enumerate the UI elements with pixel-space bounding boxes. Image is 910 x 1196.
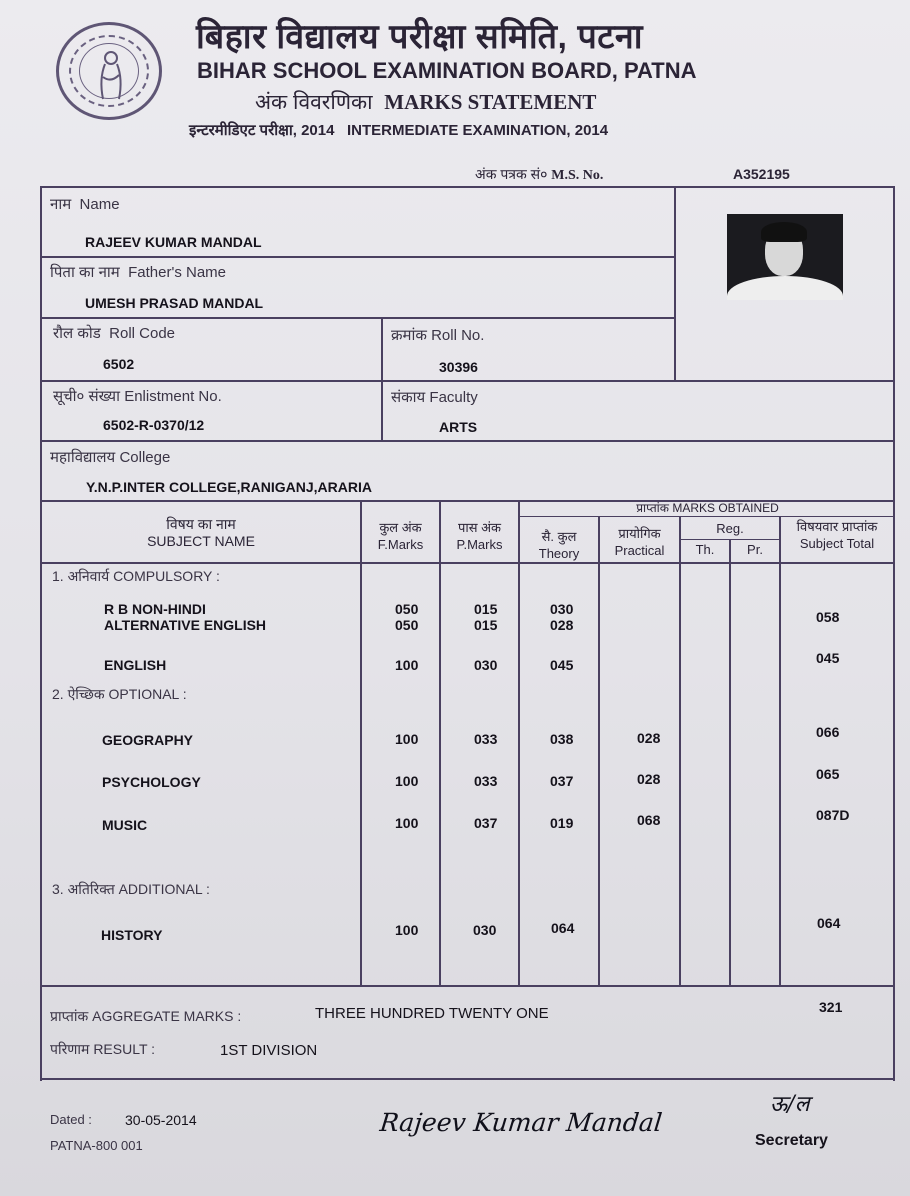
date-value: 30-05-2014	[125, 1112, 197, 1128]
section-additional: 3. अतिरिक्त ADDITIONAL :	[52, 881, 210, 897]
rule	[893, 186, 895, 1081]
header-marks-obtained: प्राप्तांक MARKS OBTAINED	[636, 501, 779, 515]
fmarks: 100	[395, 773, 419, 789]
practical: 028	[637, 771, 661, 787]
subject-name: R B NON-HINDI	[104, 601, 206, 617]
rule	[381, 317, 383, 442]
subject-total: 066	[816, 724, 840, 740]
rule	[40, 562, 895, 564]
rule	[40, 256, 676, 258]
header-reg-pr: Pr.	[747, 542, 763, 557]
roll-code-label: रौल कोड Roll Code	[53, 325, 176, 342]
subject-total: 065	[816, 766, 840, 782]
college-label: महाविद्यालय College	[50, 449, 171, 466]
secretary-label: Secretary	[755, 1132, 828, 1149]
pmarks: 037	[474, 815, 498, 831]
subject-total: 064	[817, 915, 841, 931]
aggregate-words: THREE HUNDRED TWENTY ONE	[315, 1005, 549, 1022]
statement-title-hindi: अंक विवरणिका	[255, 91, 373, 114]
rule	[40, 1078, 895, 1080]
theory: 038	[550, 731, 574, 747]
section-compulsory: 1. अनिवार्य COMPULSORY :	[52, 568, 220, 584]
practical: 028	[637, 730, 661, 746]
subject-total: 087D	[816, 807, 850, 823]
result-label: परिणाम RESULT :	[50, 1041, 156, 1057]
pmarks: 033	[474, 731, 498, 747]
header-practical: प्रायोगिक Practical	[614, 526, 665, 558]
practical: 068	[637, 812, 661, 828]
dated-label: Dated :	[50, 1112, 92, 1127]
header-reg-th: Th.	[695, 542, 715, 557]
board-title-hindi: बिहार विद्यालय परीक्षा समिति, पटना	[196, 18, 644, 56]
pmarks: 015	[474, 601, 498, 617]
rule	[439, 500, 441, 986]
father-name-label: पिता का नाम Father's Name	[50, 264, 227, 281]
college-name: Y.N.P.INTER COLLEGE,RANIGANJ,ARARIA	[86, 479, 372, 495]
subject-name: HISTORY	[101, 927, 163, 943]
pmarks: 033	[474, 773, 498, 789]
student-photo	[727, 214, 843, 300]
theory: 064	[551, 920, 575, 936]
rule	[40, 380, 895, 382]
faculty-label: संकाय Faculty	[391, 389, 478, 406]
rule	[360, 500, 362, 986]
rule	[598, 516, 600, 986]
rule	[779, 516, 781, 986]
rule	[674, 186, 676, 380]
header-fmarks: कुल अंक F.Marks	[377, 520, 424, 552]
name-label: नाम Name	[50, 196, 120, 213]
ms-no-label-english: M.S. No.	[551, 168, 604, 183]
subject-name: GEOGRAPHY	[102, 732, 194, 748]
rule	[729, 539, 731, 986]
roll-no-label: क्रमांक Roll No.	[391, 327, 485, 344]
seal-figure-icon	[91, 49, 131, 101]
fmarks: 100	[395, 657, 419, 673]
rule	[40, 317, 676, 319]
photo-hair	[761, 222, 807, 242]
roll-no: 30396	[439, 359, 478, 375]
theory: 045	[550, 657, 574, 673]
pmarks: 030	[473, 922, 497, 938]
subject-total: 045	[816, 650, 840, 666]
theory: 028	[550, 617, 574, 633]
result-value: 1ST DIVISION	[220, 1042, 318, 1059]
ms-no-label	[475, 165, 603, 184]
exam-title-english: INTERMEDIATE EXAMINATION, 2014	[346, 122, 609, 139]
header-pmarks: पास अंक P.Marks	[456, 520, 503, 552]
photo-shoulders	[727, 276, 843, 300]
rule	[40, 985, 895, 987]
fmarks: 050	[395, 601, 419, 617]
board-title-english: BIHAR SCHOOL EXAMINATION BOARD, PATNA	[197, 58, 697, 83]
subject-total: 058	[816, 609, 840, 625]
student-signature: Rajeev Kumar Mandal	[378, 1108, 664, 1137]
ms-no-label-hindi: अंक पत्रक सं०	[475, 166, 548, 182]
pmarks: 015	[474, 617, 498, 633]
pmarks: 030	[474, 657, 498, 673]
exam-title	[189, 120, 608, 140]
fmarks: 050	[395, 617, 419, 633]
enlistment-no: 6502-R-0370/12	[103, 417, 205, 433]
fmarks: 100	[395, 731, 419, 747]
subject-name: ALTERNATIVE ENGLISH	[104, 617, 267, 633]
fmarks: 100	[395, 922, 419, 938]
subject-name: PSYCHOLOGY	[102, 774, 201, 790]
subject-name: ENGLISH	[104, 657, 167, 673]
header-subject: विषय का नाम SUBJECT NAME	[147, 516, 255, 549]
section-optional: 2. ऐच्छिक OPTIONAL :	[52, 686, 187, 702]
rule	[40, 186, 42, 1081]
rule	[679, 516, 681, 986]
statement-title	[255, 88, 596, 116]
header-reg: Reg.	[716, 521, 744, 536]
ms-no-value: A352195	[733, 166, 790, 182]
rule	[40, 186, 895, 188]
rule	[40, 440, 895, 442]
exam-title-hindi: इन्टरमीडिएट परीक्षा, 2014	[189, 122, 335, 139]
father-name: UMESH PRASAD MANDAL	[85, 295, 264, 311]
faculty: ARTS	[439, 419, 478, 435]
roll-code: 6502	[103, 356, 135, 372]
theory: 019	[550, 815, 574, 831]
aggregate-label: प्राप्तांक AGGREGATE MARKS :	[50, 1008, 242, 1024]
enlistment-label: सूची० संख्या Enlistment No.	[53, 388, 222, 405]
subject-name: MUSIC	[102, 817, 148, 833]
address: PATNA-800 001	[50, 1138, 143, 1153]
theory: 030	[550, 601, 574, 617]
rule	[518, 500, 520, 986]
header-subject-total: विषयवार प्राप्तांक Subject Total	[796, 519, 878, 551]
fmarks: 100	[395, 815, 419, 831]
student-name: RAJEEV KUMAR MANDAL	[85, 234, 262, 250]
aggregate-total: 321	[819, 999, 843, 1015]
header-theory: सै. कुल Theory	[538, 529, 580, 561]
board-seal	[56, 22, 162, 120]
statement-title-english: MARKS STATEMENT	[384, 90, 597, 114]
secretary-signature: ऊ/ल	[770, 1092, 810, 1117]
theory: 037	[550, 773, 574, 789]
